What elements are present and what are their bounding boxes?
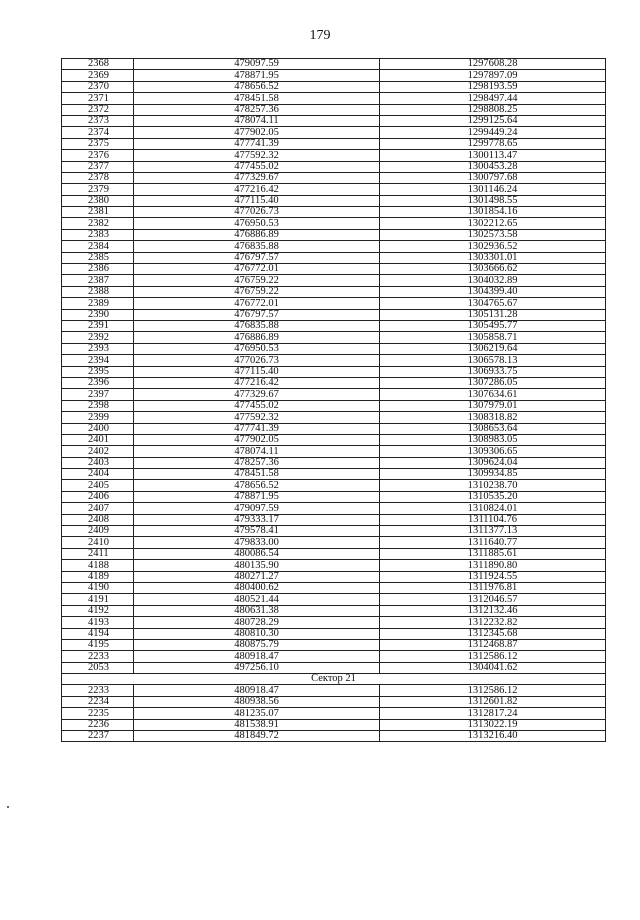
- x-coordinate-cell: 479833.00: [134, 537, 380, 548]
- x-coordinate-cell: 481538.91: [134, 719, 380, 730]
- x-coordinate-cell: 477902.05: [134, 434, 380, 445]
- table-row: [62, 469, 606, 480]
- point-number-cell: 2385: [62, 252, 134, 263]
- table-row: [62, 719, 606, 730]
- x-coordinate-cell: 480728.29: [134, 617, 380, 628]
- table-row: [62, 127, 606, 138]
- x-coordinate-cell: 476797.57: [134, 309, 380, 320]
- table-row: [62, 617, 606, 628]
- point-number-cell: 2394: [62, 355, 134, 366]
- point-number-cell: 2409: [62, 526, 134, 537]
- y-coordinate-cell: 1297608.28: [380, 59, 606, 70]
- y-coordinate-cell: 1300113.47: [380, 150, 606, 161]
- table-row: [62, 81, 606, 92]
- y-coordinate-cell: 1312468.87: [380, 639, 606, 650]
- point-number-cell: 2380: [62, 195, 134, 206]
- table-row: [62, 218, 606, 229]
- table-row: [62, 662, 606, 673]
- y-coordinate-cell: 1300453.28: [380, 161, 606, 172]
- y-coordinate-cell: 1303666.62: [380, 264, 606, 275]
- y-coordinate-cell: 1304765.67: [380, 298, 606, 309]
- table-row: [62, 537, 606, 548]
- y-coordinate-cell: 1301146.24: [380, 184, 606, 195]
- coordinates-table: [61, 58, 606, 742]
- table-row: [62, 503, 606, 514]
- y-coordinate-cell: 1306219.64: [380, 343, 606, 354]
- point-number-cell: 2401: [62, 434, 134, 445]
- y-coordinate-cell: 1309624.04: [380, 457, 606, 468]
- table-row: [62, 594, 606, 605]
- point-number-cell: 2233: [62, 685, 134, 696]
- table-row: [62, 480, 606, 491]
- table-row: [62, 332, 606, 343]
- x-coordinate-cell: 477455.02: [134, 161, 380, 172]
- point-number-cell: 2411: [62, 548, 134, 559]
- table-row: [62, 434, 606, 445]
- y-coordinate-cell: 1308653.64: [380, 423, 606, 434]
- point-number-cell: 4194: [62, 628, 134, 639]
- point-number-cell: 2237: [62, 731, 134, 742]
- table-row: [62, 708, 606, 719]
- table-row: [62, 377, 606, 388]
- y-coordinate-cell: 1308318.82: [380, 412, 606, 423]
- point-number-cell: 2376: [62, 150, 134, 161]
- x-coordinate-cell: 476772.01: [134, 264, 380, 275]
- point-number-cell: 2392: [62, 332, 134, 343]
- y-coordinate-cell: 1308983.05: [380, 434, 606, 445]
- point-number-cell: 2375: [62, 138, 134, 149]
- x-coordinate-cell: 476886.89: [134, 229, 380, 240]
- point-number-cell: 2378: [62, 172, 134, 183]
- x-coordinate-cell: 478871.95: [134, 70, 380, 81]
- y-coordinate-cell: 1312586.12: [380, 685, 606, 696]
- point-number-cell: 2234: [62, 696, 134, 707]
- y-coordinate-cell: 1310824.01: [380, 503, 606, 514]
- table-row: [62, 115, 606, 126]
- y-coordinate-cell: 1313216.40: [380, 731, 606, 742]
- point-number-cell: 4188: [62, 560, 134, 571]
- x-coordinate-cell: 477026.73: [134, 207, 380, 218]
- x-coordinate-cell: 480631.38: [134, 605, 380, 616]
- point-number-cell: 2405: [62, 480, 134, 491]
- y-coordinate-cell: 1311885.61: [380, 548, 606, 559]
- y-coordinate-cell: 1302936.52: [380, 241, 606, 252]
- point-number-cell: 2399: [62, 412, 134, 423]
- table-row: [62, 309, 606, 320]
- y-coordinate-cell: 1299449.24: [380, 127, 606, 138]
- point-number-cell: 2396: [62, 377, 134, 388]
- point-number-cell: 2377: [62, 161, 134, 172]
- table-row: [62, 275, 606, 286]
- point-number-cell: 2400: [62, 423, 134, 434]
- y-coordinate-cell: 1306933.75: [380, 366, 606, 377]
- table-row: [62, 172, 606, 183]
- point-number-cell: 2389: [62, 298, 134, 309]
- point-number-cell: 2381: [62, 207, 134, 218]
- x-coordinate-cell: 480400.62: [134, 582, 380, 593]
- y-coordinate-cell: 1309306.65: [380, 446, 606, 457]
- y-coordinate-cell: 1312601.82: [380, 696, 606, 707]
- table-row: [62, 195, 606, 206]
- margin-mark: [7, 806, 9, 808]
- table-row: [62, 628, 606, 639]
- table-row: [62, 400, 606, 411]
- table-row: [62, 355, 606, 366]
- y-coordinate-cell: 1311640.77: [380, 537, 606, 548]
- point-number-cell: 2404: [62, 469, 134, 480]
- table-row: [62, 104, 606, 115]
- x-coordinate-cell: 480918.47: [134, 651, 380, 662]
- x-coordinate-cell: 476772.01: [134, 298, 380, 309]
- sector-label: Сектор 21: [62, 674, 606, 685]
- point-number-cell: 2397: [62, 389, 134, 400]
- table-row: [62, 161, 606, 172]
- x-coordinate-cell: 478074.11: [134, 115, 380, 126]
- table-row: [62, 241, 606, 252]
- y-coordinate-cell: 1310535.20: [380, 491, 606, 502]
- x-coordinate-cell: 476886.89: [134, 332, 380, 343]
- x-coordinate-cell: 476797.57: [134, 252, 380, 263]
- table-row: [62, 320, 606, 331]
- x-coordinate-cell: 478871.95: [134, 491, 380, 502]
- y-coordinate-cell: 1311976.81: [380, 582, 606, 593]
- x-coordinate-cell: 478656.52: [134, 81, 380, 92]
- x-coordinate-cell: 478656.52: [134, 480, 380, 491]
- x-coordinate-cell: 480271.27: [134, 571, 380, 582]
- coordinates-rows-part-2: [62, 685, 606, 742]
- y-coordinate-cell: 1305858.71: [380, 332, 606, 343]
- x-coordinate-cell: 479097.59: [134, 59, 380, 70]
- y-coordinate-cell: 1300797.68: [380, 172, 606, 183]
- x-coordinate-cell: 477741.39: [134, 138, 380, 149]
- x-coordinate-cell: 477329.67: [134, 389, 380, 400]
- y-coordinate-cell: 1312046.57: [380, 594, 606, 605]
- point-number-cell: 2398: [62, 400, 134, 411]
- x-coordinate-cell: 477216.42: [134, 377, 380, 388]
- point-number-cell: 2382: [62, 218, 134, 229]
- x-coordinate-cell: 477216.42: [134, 184, 380, 195]
- table-row: [62, 138, 606, 149]
- x-coordinate-cell: 477592.32: [134, 150, 380, 161]
- point-number-cell: 2386: [62, 264, 134, 275]
- y-coordinate-cell: 1307979.01: [380, 400, 606, 411]
- x-coordinate-cell: 477902.05: [134, 127, 380, 138]
- y-coordinate-cell: 1298808.25: [380, 104, 606, 115]
- x-coordinate-cell: 477115.40: [134, 195, 380, 206]
- y-coordinate-cell: 1311377.13: [380, 526, 606, 537]
- y-coordinate-cell: 1312232.82: [380, 617, 606, 628]
- y-coordinate-cell: 1306578.13: [380, 355, 606, 366]
- point-number-cell: 2379: [62, 184, 134, 195]
- x-coordinate-cell: 476835.88: [134, 320, 380, 331]
- table-row: [62, 457, 606, 468]
- x-coordinate-cell: 478074.11: [134, 446, 380, 457]
- point-number-cell: 2406: [62, 491, 134, 502]
- x-coordinate-cell: 479578.41: [134, 526, 380, 537]
- table-row: [62, 639, 606, 650]
- point-number-cell: 2053: [62, 662, 134, 673]
- x-coordinate-cell: 480086.54: [134, 548, 380, 559]
- point-number-cell: 2410: [62, 537, 134, 548]
- table-row: [62, 582, 606, 593]
- table-row: [62, 651, 606, 662]
- y-coordinate-cell: 1309934.85: [380, 469, 606, 480]
- x-coordinate-cell: 477741.39: [134, 423, 380, 434]
- point-number-cell: 2408: [62, 514, 134, 525]
- y-coordinate-cell: 1313022.19: [380, 719, 606, 730]
- y-coordinate-cell: 1304032.89: [380, 275, 606, 286]
- table-row: [62, 605, 606, 616]
- table-row: [62, 731, 606, 742]
- x-coordinate-cell: 479097.59: [134, 503, 380, 514]
- y-coordinate-cell: 1312817.24: [380, 708, 606, 719]
- table-row: [62, 696, 606, 707]
- table-row: [62, 150, 606, 161]
- point-number-cell: 4189: [62, 571, 134, 582]
- point-number-cell: 2372: [62, 104, 134, 115]
- point-number-cell: 4190: [62, 582, 134, 593]
- x-coordinate-cell: 479333.17: [134, 514, 380, 525]
- point-number-cell: 4192: [62, 605, 134, 616]
- table-row: [62, 412, 606, 423]
- point-number-cell: 2370: [62, 81, 134, 92]
- y-coordinate-cell: 1307286.05: [380, 377, 606, 388]
- y-coordinate-cell: 1299125.64: [380, 115, 606, 126]
- point-number-cell: 2235: [62, 708, 134, 719]
- x-coordinate-cell: 481849.72: [134, 731, 380, 742]
- y-coordinate-cell: 1305131.28: [380, 309, 606, 320]
- x-coordinate-cell: 497256.10: [134, 662, 380, 673]
- y-coordinate-cell: 1312345.68: [380, 628, 606, 639]
- y-coordinate-cell: 1301854.16: [380, 207, 606, 218]
- point-number-cell: 2402: [62, 446, 134, 457]
- table-row: [62, 252, 606, 263]
- x-coordinate-cell: 476835.88: [134, 241, 380, 252]
- y-coordinate-cell: 1302573.58: [380, 229, 606, 240]
- point-number-cell: 4191: [62, 594, 134, 605]
- x-coordinate-cell: 477026.73: [134, 355, 380, 366]
- table-row: [62, 286, 606, 297]
- x-coordinate-cell: 476759.22: [134, 275, 380, 286]
- y-coordinate-cell: 1302212.65: [380, 218, 606, 229]
- point-number-cell: 2403: [62, 457, 134, 468]
- x-coordinate-cell: 476759.22: [134, 286, 380, 297]
- table-row: [62, 571, 606, 582]
- point-number-cell: 2390: [62, 309, 134, 320]
- y-coordinate-cell: 1310238.70: [380, 480, 606, 491]
- x-coordinate-cell: 480135.90: [134, 560, 380, 571]
- table-row: [62, 548, 606, 559]
- x-coordinate-cell: 476950.53: [134, 218, 380, 229]
- y-coordinate-cell: 1305495.77: [380, 320, 606, 331]
- x-coordinate-cell: 477115.40: [134, 366, 380, 377]
- x-coordinate-cell: 477592.32: [134, 412, 380, 423]
- table-row: [62, 93, 606, 104]
- y-coordinate-cell: 1307634.61: [380, 389, 606, 400]
- x-coordinate-cell: 480918.47: [134, 685, 380, 696]
- x-coordinate-cell: 481235.07: [134, 708, 380, 719]
- table-row: [62, 343, 606, 354]
- point-number-cell: 2368: [62, 59, 134, 70]
- point-number-cell: 2387: [62, 275, 134, 286]
- x-coordinate-cell: 478257.36: [134, 457, 380, 468]
- sector-row: [62, 674, 606, 685]
- table-row: [62, 207, 606, 218]
- table-row: [62, 526, 606, 537]
- table-row: [62, 514, 606, 525]
- point-number-cell: 2236: [62, 719, 134, 730]
- point-number-cell: 2374: [62, 127, 134, 138]
- table-row: [62, 491, 606, 502]
- table-row: [62, 59, 606, 70]
- x-coordinate-cell: 480810.30: [134, 628, 380, 639]
- x-coordinate-cell: 480938.56: [134, 696, 380, 707]
- table-row: [62, 366, 606, 377]
- x-coordinate-cell: 478451.58: [134, 93, 380, 104]
- x-coordinate-cell: 478451.58: [134, 469, 380, 480]
- table-row: [62, 389, 606, 400]
- table-row: [62, 229, 606, 240]
- point-number-cell: 2393: [62, 343, 134, 354]
- x-coordinate-cell: 480521.44: [134, 594, 380, 605]
- point-number-cell: 2388: [62, 286, 134, 297]
- x-coordinate-cell: 477455.02: [134, 400, 380, 411]
- table-row: [62, 70, 606, 81]
- point-number-cell: 4195: [62, 639, 134, 650]
- x-coordinate-cell: 480875.79: [134, 639, 380, 650]
- y-coordinate-cell: 1311104.76: [380, 514, 606, 525]
- x-coordinate-cell: 478257.36: [134, 104, 380, 115]
- point-number-cell: 2407: [62, 503, 134, 514]
- coordinates-rows-part-1: [62, 59, 606, 674]
- point-number-cell: 4193: [62, 617, 134, 628]
- point-number-cell: 2391: [62, 320, 134, 331]
- y-coordinate-cell: 1303301.01: [380, 252, 606, 263]
- x-coordinate-cell: 476950.53: [134, 343, 380, 354]
- point-number-cell: 2233: [62, 651, 134, 662]
- table-row: [62, 264, 606, 275]
- y-coordinate-cell: 1304041.62: [380, 662, 606, 673]
- y-coordinate-cell: 1298497.44: [380, 93, 606, 104]
- point-number-cell: 2383: [62, 229, 134, 240]
- point-number-cell: 2384: [62, 241, 134, 252]
- sector-header: [62, 674, 606, 685]
- table-row: [62, 446, 606, 457]
- point-number-cell: 2369: [62, 70, 134, 81]
- y-coordinate-cell: 1301498.55: [380, 195, 606, 206]
- table-row: [62, 184, 606, 195]
- x-coordinate-cell: 477329.67: [134, 172, 380, 183]
- y-coordinate-cell: 1312586.12: [380, 651, 606, 662]
- table-row: [62, 423, 606, 434]
- y-coordinate-cell: 1311890.80: [380, 560, 606, 571]
- table-row: [62, 685, 606, 696]
- point-number-cell: 2373: [62, 115, 134, 126]
- y-coordinate-cell: 1312132.46: [380, 605, 606, 616]
- point-number-cell: 2395: [62, 366, 134, 377]
- page-number: 179: [309, 28, 331, 43]
- table-row: [62, 560, 606, 571]
- y-coordinate-cell: 1298193.59: [380, 81, 606, 92]
- y-coordinate-cell: 1311924.55: [380, 571, 606, 582]
- point-number-cell: 2371: [62, 93, 134, 104]
- y-coordinate-cell: 1299778.65: [380, 138, 606, 149]
- table-row: [62, 298, 606, 309]
- y-coordinate-cell: 1304399.40: [380, 286, 606, 297]
- y-coordinate-cell: 1297897.09: [380, 70, 606, 81]
